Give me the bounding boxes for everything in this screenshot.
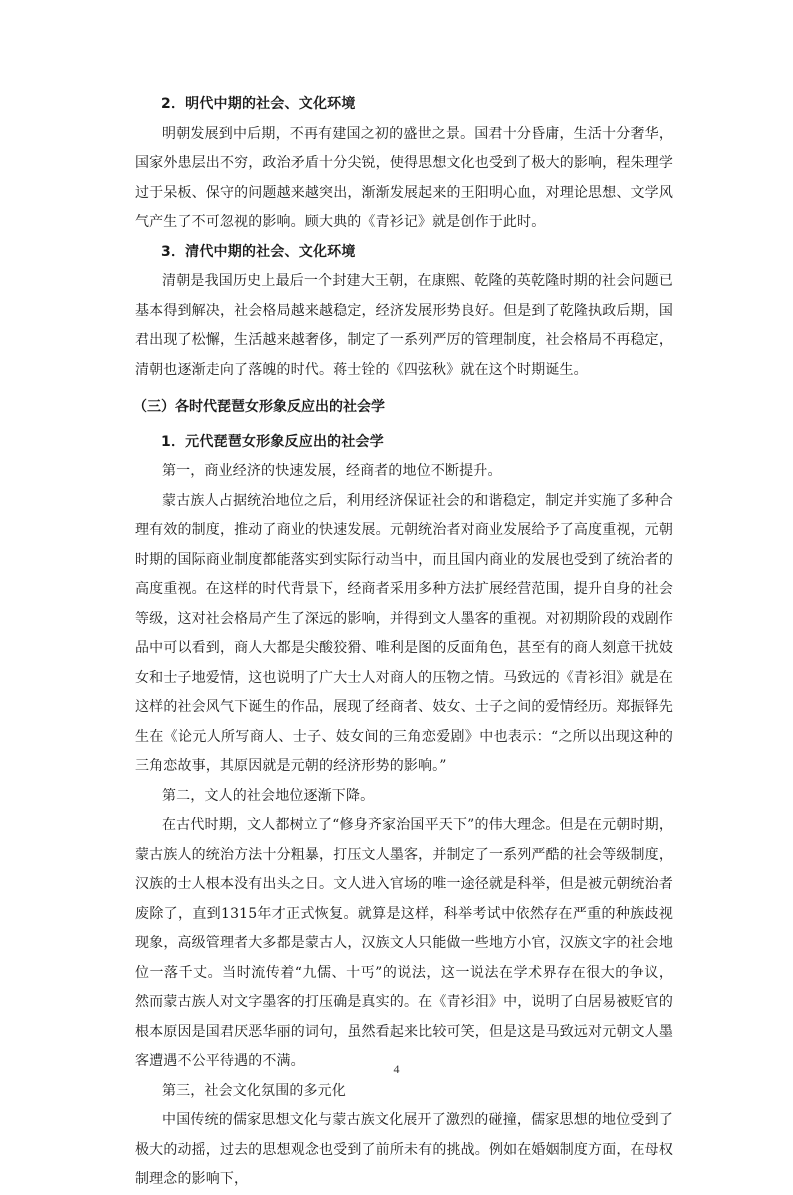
paragraph: 蒙古族人占据统治地位之后，利用经济保证社会的和谐稳定，制定并实施了多种合理有效的制度，推动了商业的快速发展。元朝统治者对商业发展给予了高度重视，元朝时期的国际商业制度都能落实到实际行动当中，而且国内商业的发展也受到了统治者的高度重视。在这样的时代背景下，经商者采用多种方法扩展经营范围，提升自身的社会等级，这对社会格局产生了深远的影响，并得到文人墨客的重视。对初期阶段的戏剧作品中可以看到，商人大都是尖酸狡猾、唯利是图的反面角色，甚至有的商人刻意干扰妓女和士子地爱情，这也说明了广大士人对商人的压物之情。马致远的《青衫泪》就是在这样的社会风气下诞生的作品，展现了经商者、妓女、士子之间的爱情经历。郑振铎先生在《论元人所写商人、士子、妓女间的三角恋爱剧》中也表示：“之所以出现这种的三角恋故事，其原因就是元朝的经济形势的影响。” xyxy=(135,492,673,774)
section-heading: 1．元代琵琶女形象反应出的社会学 xyxy=(161,433,384,450)
paragraph: 第一，商业经济的快速发展，经商者的地位不断提升。 xyxy=(162,463,502,479)
document-body xyxy=(135,90,673,1195)
paragraph: 明朝发展到中后期，不再有建国之初的盛世之景。国君十分昏庸，生活十分奢华，国家外患层出不穷，政治矛盾十分尖锐，使得思想文化也受到了极大的影响，程朱理学过于呆板、保守的问题越来越突出，渐渐发展起来的王阳明心血，对理论思想、文学风气产生了不可忽视的影响。顾大典的《青衫记》就是创作于此时。 xyxy=(135,125,673,230)
paragraph: 第二，文人的社会地位逐渐下降。 xyxy=(162,787,375,804)
paragraph: 在古代时期，文人都树立了“修身齐家治国平天下”的伟大理念。但是在元朝时期，蒙古族人的统治方法十分粗暴，打压文人墨客，并制定了一系列严酷的社会等级制度，汉族的士人根本没有出头之日。文人进入官场的唯一途径就是科举，但是被元朝统治者废除了，直到1315年才正式恢复。就算是这样，科举考试中依然存在严重的种族歧视现象，高级管理者大多都是蒙古人，汉族文人只能做一些地方小官，汉族文字的社会地位一落千丈。当时流传着“九儒、十丐”的说法，这一说法在学术界存在很大的争议，然而蒙古族人对文字墨客的打压确是真实的。在《青衫泪》中，说明了白居易被贬官的根本原因是国君厌恶华丽的词句，虽然看起来比较可笑，但是这是马致远对元朝文人墨客遭遇不公平待遇的不满。 xyxy=(135,817,673,1069)
section-heading: 3．清代中期的社会、文化环境 xyxy=(161,243,356,260)
section-heading: 2．明代中期的社会、文化环境 xyxy=(161,96,356,112)
chapter-heading: （三）各时代琵琶女形象反应出的社会学 xyxy=(133,399,385,415)
paragraph: 清朝是我国历史上最后一个封建大王朝，在康熙、乾隆的英乾隆时期的社会问题已基本得到解决，社会格局越来越稳定，经济发展形势良好。但是到了乾隆执政后期，国君出现了松懈，生活越来越奢侈，制定了一系列严厉的管理制度，社会格局不再稳定，清朝也逐渐走向了落魄的时代。蒋士铨的《四弦秋》就在这个时期诞生。 xyxy=(135,273,673,378)
paragraph: 第三，社会文化氛围的多元化 xyxy=(162,1082,346,1099)
paragraph: 中国传统的儒家思想文化与蒙古族文化展开了激烈的碰撞，儒家思想的地位受到了极大的动摇，过去的思想观念也受到了前所未有的挑战。例如在婚姻制度方面，在母权制理念的影响下， xyxy=(135,1112,673,1187)
page-number: 4 xyxy=(393,1062,400,1076)
